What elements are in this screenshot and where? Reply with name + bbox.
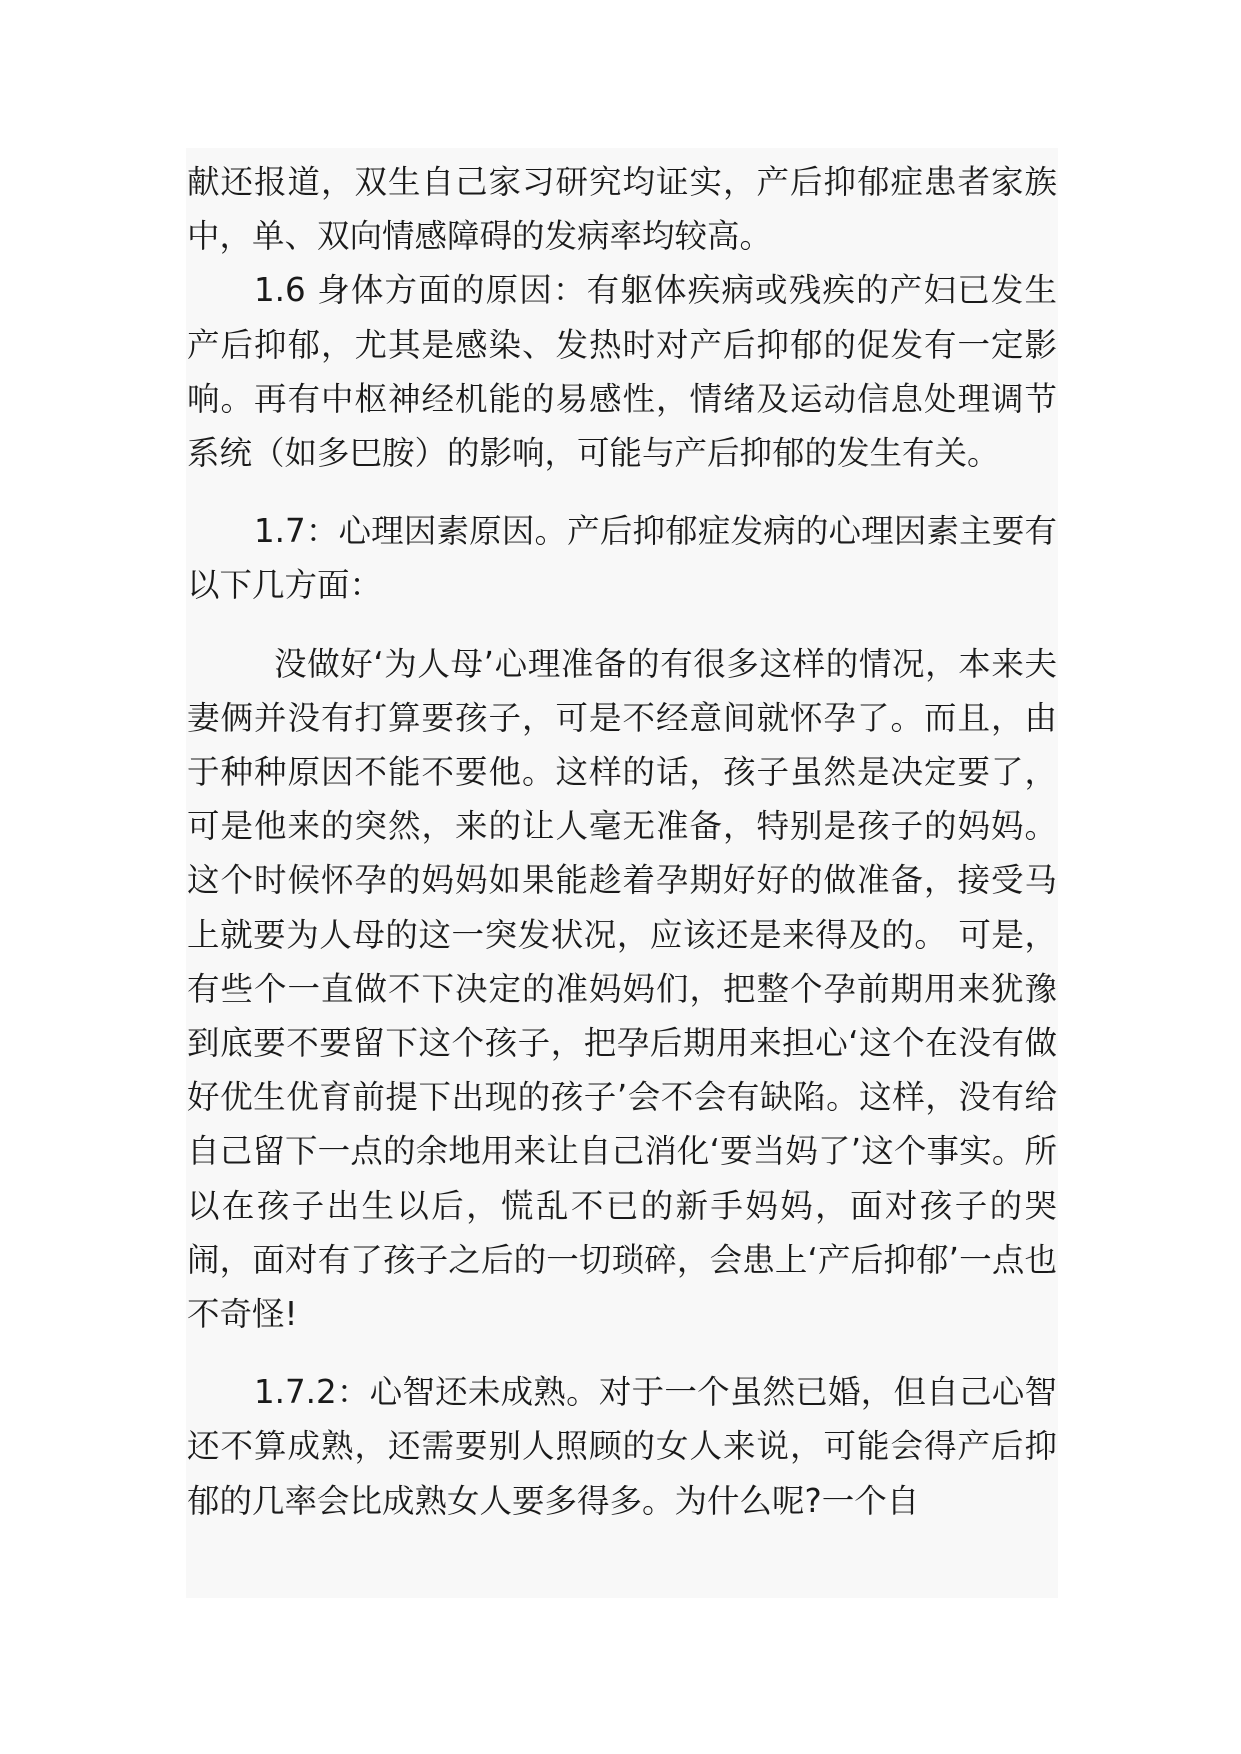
paragraph-section-1-7: 1.7：心理因素原因。产后抑郁症发病的心理因素主要有以下几方面： — [187, 512, 1057, 605]
paragraph-motherhood-preparation: 没做好‘为人母’心理准备的有很多这样的情况，本来夫妻俩并没有打算要孩子，可是不经意间就怀孕了。而且，由于种种原因不能不要他。这样的话，孩子虽然是决定要了，可是他来的突然，来的让人毫无准备，特别是孩子的妈妈。这个时候怀孕的妈妈如果能趁着孕期好好的做准备，接受马上就要为人母的这一突发状况，应该还是来得及的。 可是，有些个一直做不下决定的准妈妈们，把整个孕前期用来犹豫到底要不要留下这个孩子，把孕后期用来担心‘这个在没有做好优生优育前提下出现的孩子’会不会有缺陷。这样，没有给自己留下一点的余地用来让自己消化‘要当妈了’这个事实。所以在孩子出生以后，慌乱不已的新手妈妈，面对孩子的哭闹，面对有了孩子之后的一切琐碎，会患上‘产后抑郁’一点也不奇怪! — [187, 644, 1057, 1334]
paragraph-continuation: 献还报道，双生自己家习研究均证实，产后抑郁症患者家族中，单、双向情感障碍的发病率均较高。 — [187, 163, 1057, 256]
paragraph-section-1-6: 1.6 身体方面的原因：有躯体疾病或残疾的产妇已发生产后抑郁，尤其是感染、发热时对产后抑郁的促发有一定影响。再有中枢神经机能的易感性，情绪及运动信息处理调节系统（如多巴胺）的影响，可能与产后抑郁的发生有关。 — [187, 271, 1057, 473]
document-body — [187, 155, 1057, 1528]
paragraph-section-1-7-2: 1.7.2：心智还未成熟。对于一个虽然已婚，但自己心智还不算成熟，还需要别人照顾的女人来说，可能会得产后抑郁的几率会比成熟女人要多得多。为什么呢?一个自 — [187, 1373, 1057, 1520]
